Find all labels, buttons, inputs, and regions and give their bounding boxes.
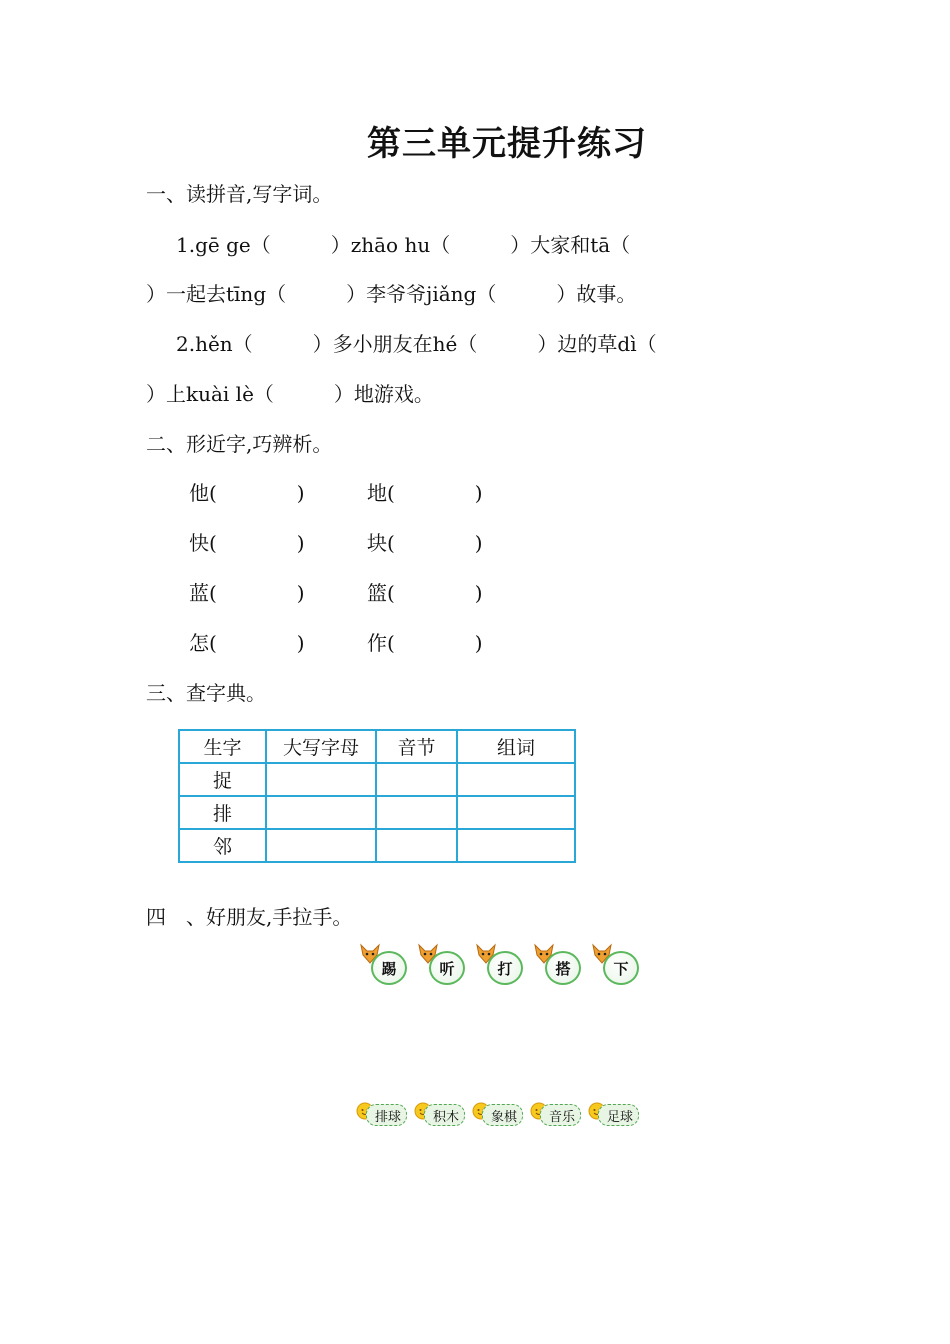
pinyin-line-1: 1.gē ge（ ）zhāo hu（ ）大家和tā（ [176,233,631,257]
verb-chip[interactable] [359,943,417,983]
noun-label: 象棋 [482,1104,523,1126]
dictionary-table [178,729,576,863]
noun-chip[interactable] [588,1100,646,1128]
verb-label: 打 [487,951,523,985]
pinyin-line-2: ）一起去tīng（ ）李爷爷jiǎng（ ）故事。 [146,282,637,306]
section-1-heading: 一、读拼音,写字词。 [146,182,333,206]
noun-chip[interactable] [356,1100,414,1128]
char-pair-1-b: 地( ) [367,481,483,505]
noun-row [356,1100,646,1128]
section-2-heading: 二、形近字,巧辨析。 [146,432,333,456]
verb-label: 听 [429,951,465,985]
table-cell-blank[interactable] [376,829,457,862]
table-cell-blank[interactable] [266,796,376,829]
pinyin-line-3: 2.hěn（ ）多小朋友在hé（ ）边的草dì（ [176,332,657,356]
table-row [179,796,575,829]
verb-chip[interactable] [533,943,591,983]
char-pair-3-a: 蓝( ) [189,581,305,605]
table-cell-blank[interactable] [457,763,575,796]
table-cell-blank[interactable] [266,763,376,796]
pinyin-line-4: ）上kuài lè（ ）地游戏。 [146,382,434,406]
verb-label: 踢 [371,951,407,985]
noun-label: 排球 [366,1104,407,1126]
noun-label: 积木 [424,1104,465,1126]
char-pair-3-b: 篮( ) [367,581,483,605]
verb-row [359,943,649,983]
table-row [179,829,575,862]
table-header: 大写字母 [266,730,376,763]
section-3-heading: 三、查字典。 [146,681,266,705]
table-cell-blank[interactable] [266,829,376,862]
table-cell-blank[interactable] [376,796,457,829]
noun-chip[interactable] [414,1100,472,1128]
section-4-heading: 四 、好朋友,手拉手。 [146,905,353,929]
table-header-row [179,730,575,763]
table-cell-char: 邻 [179,829,266,862]
noun-label: 音乐 [540,1104,581,1126]
noun-label: 足球 [598,1104,639,1126]
table-row [179,763,575,796]
char-pair-4-a: 怎( ) [189,631,305,655]
table-cell-blank[interactable] [457,796,575,829]
char-pair-2-b: 块( ) [367,531,483,555]
table-cell-blank[interactable] [376,763,457,796]
verb-chip[interactable] [591,943,649,983]
verb-label: 下 [603,951,639,985]
char-pair-2-a: 快( ) [189,531,305,555]
verb-chip[interactable] [475,943,533,983]
verb-chip[interactable] [417,943,475,983]
noun-chip[interactable] [472,1100,530,1128]
verb-label: 搭 [545,951,581,985]
char-pair-1-a: 他( ) [189,481,305,505]
table-cell-char: 捉 [179,763,266,796]
table-header: 音节 [376,730,457,763]
table-cell-blank[interactable] [457,829,575,862]
page-title: 第三单元提升练习 [367,124,647,164]
table-cell-char: 排 [179,796,266,829]
char-pair-4-b: 作( ) [367,631,483,655]
table-header: 组词 [457,730,575,763]
table-header: 生字 [179,730,266,763]
noun-chip[interactable] [530,1100,588,1128]
